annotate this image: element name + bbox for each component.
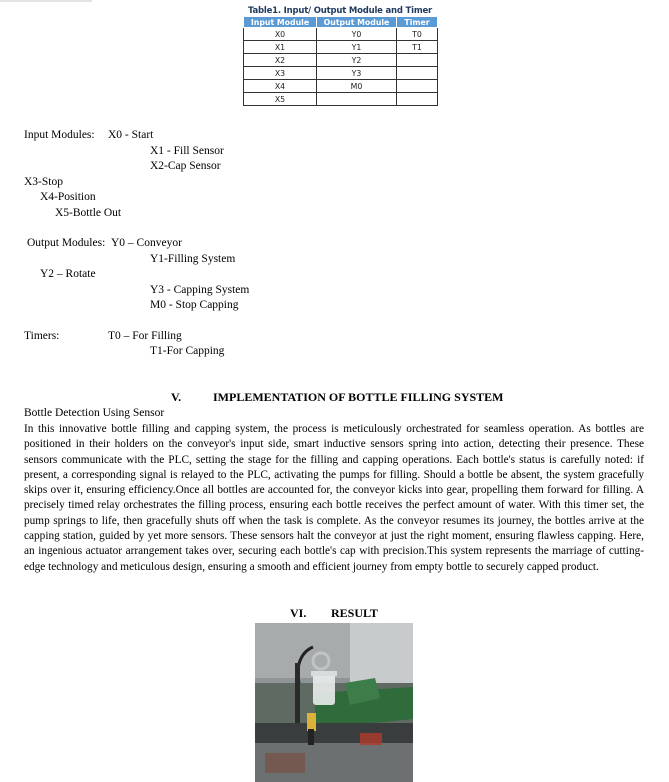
table-cell-input: X3: [244, 67, 317, 80]
header-timer: Timer: [397, 17, 438, 28]
table-cell-timer: [397, 80, 438, 93]
input-item-x1: X1 - Fill Sensor: [150, 145, 224, 157]
table-cell-output: [317, 93, 397, 106]
table-row: [244, 80, 438, 93]
table-row: [244, 93, 438, 106]
table-header-row: [244, 17, 438, 28]
table-caption: Table1. Input/ Output Module and Timer: [247, 6, 433, 16]
input-item-x3: X3-Stop: [24, 176, 63, 188]
table-cell-output: M0: [317, 80, 397, 93]
table-cell-output: Y1: [317, 41, 397, 54]
table-cell-input: X1: [244, 41, 317, 54]
table-cell-timer: [397, 67, 438, 80]
section-6-title: RESULT: [331, 606, 378, 620]
result-photo-illustration: [255, 623, 413, 782]
input-item-x2: X2-Cap Sensor: [150, 160, 221, 172]
table-cell-timer: [397, 54, 438, 67]
timer-item-t1: T1-For Capping: [150, 345, 225, 357]
table-row: [244, 28, 438, 41]
section-5-subtitle: Bottle Detection Using Sensor: [24, 407, 165, 419]
section-5-number: V.: [171, 390, 182, 404]
output-item-y1: Y1-Filling System: [150, 253, 236, 265]
input-item-x5: X5-Bottle Out: [55, 207, 122, 219]
timers-title: Timers:: [24, 330, 60, 342]
table-body: [244, 28, 438, 106]
output-item-y2: Y2 – Rotate: [40, 268, 96, 280]
table-cell-output: Y2: [317, 54, 397, 67]
top-rule: [0, 0, 92, 2]
header-input-module: Input Module: [244, 17, 317, 28]
table-cell-input: X2: [244, 54, 317, 67]
table-cell-timer: [397, 93, 438, 106]
output-modules-title: Output Modules:: [27, 237, 106, 249]
result-photo: [255, 623, 413, 782]
table-row: [244, 41, 438, 54]
input-item-x0: X0 - Start: [108, 129, 154, 141]
io-table: [243, 16, 438, 106]
table-cell-output: Y0: [317, 28, 397, 41]
table-row: [244, 54, 438, 67]
table-cell-input: X5: [244, 93, 317, 106]
table-row: [244, 67, 438, 80]
table-cell-input: X4: [244, 80, 317, 93]
section-6-number: VI.: [290, 606, 307, 620]
table-cell-input: X0: [244, 28, 317, 41]
input-item-x4: X4-Position: [40, 191, 96, 203]
output-item-y0: Y0 – Conveyor: [111, 237, 182, 249]
output-item-y3: Y3 - Capping System: [150, 284, 250, 296]
timer-item-t0: T0 – For Filling: [108, 330, 182, 342]
output-item-m0: M0 - Stop Capping: [150, 299, 239, 311]
section-5-title: IMPLEMENTATION OF BOTTLE FILLING SYSTEM: [213, 390, 504, 404]
header-output-module: Output Module: [317, 17, 397, 28]
table-cell-timer: T1: [397, 41, 438, 54]
table-cell-output: Y3: [317, 67, 397, 80]
input-modules-title: Input Modules:: [24, 129, 95, 141]
section-5-paragraph: In this innovative bottle filling and capping system, the process is meticulously orchestrated for seamless operation. As bottles are positioned in their holders on the conveyor's input side, smart inductive sensors spring into action, detecting their presence. These sensors communicate with the PLC, setting the stage for the filling and capping operations. Each bottle's status is carefully noted: if present, a corresponding signal is relayed to the PLC, activating the pumps for filling. Should a bottle be absent, the system gracefully skips over it, ensuring efficiency.Once all bottles are accounted for, the conveyor kicks into gear, propelling them forward for filling. A precisely timed relay orchestrates the filling process, ensuring each bottle receives the perfect amount of water. With this timer set, the pump springs to life, then gracefully shuts off when the task is complete. As the conveyor resumes its journey, the bottles arrive at the capping station, guided by yet more sensors. These sensors halt the conveyor at just the right moment, ensuring flawless capping. Here, an ingenious actuator arrangement takes over, securing each bottle's cap with precision.This system represents the marriage of cutting-edge technology and meticulous design, ensuring a smooth and efficient journey from empty bottle to securely capped product.: [24, 423, 644, 573]
table-cell-timer: T0: [397, 28, 438, 41]
